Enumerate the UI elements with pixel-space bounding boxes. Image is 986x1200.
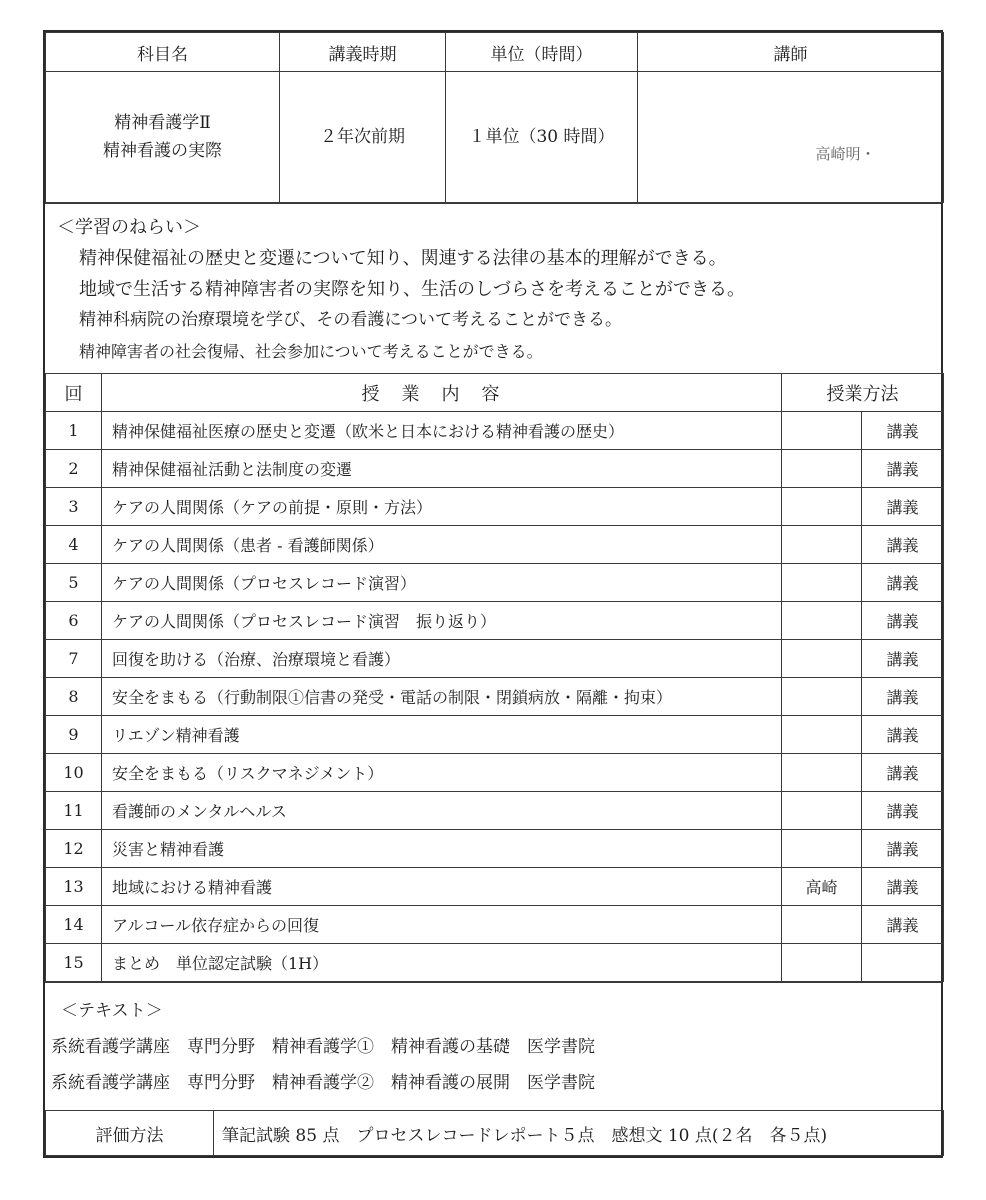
session-method: 講義 xyxy=(862,754,944,792)
textbook-item: 系統看護学講座 専門分野 精神看護学① 精神看護の基礎 医学書院 xyxy=(51,1037,595,1057)
evaluation-value: 筆記試験 85 点 プロセスレコードレポート５点 感想文 10 点(２名 各５点) xyxy=(214,1111,944,1156)
content-header: 授業内容 xyxy=(102,374,782,412)
session-method xyxy=(862,944,944,982)
subject-name-line2: 精神看護の実際 xyxy=(103,141,222,161)
session-method: 講義 xyxy=(862,678,944,716)
session-number: 8 xyxy=(46,678,102,716)
session-number: 2 xyxy=(46,450,102,488)
period-header: 講義時期 xyxy=(280,33,446,72)
session-teacher xyxy=(782,526,862,564)
schedule-header-row xyxy=(46,374,944,412)
session-teacher xyxy=(782,602,862,640)
learning-aims-title: ＜学習のねらい＞ xyxy=(57,217,201,238)
session-content: まとめ 単位認定試験（1H） xyxy=(102,944,782,982)
session-teacher xyxy=(782,564,862,602)
schedule-row xyxy=(46,906,944,944)
session-teacher xyxy=(782,754,862,792)
textbook-item: 系統看護学講座 専門分野 精神看護学② 精神看護の展開 医学書院 xyxy=(51,1073,595,1093)
session-method: 講義 xyxy=(862,868,944,906)
session-number: 9 xyxy=(46,716,102,754)
schedule-rows xyxy=(46,412,944,982)
session-method: 講義 xyxy=(862,488,944,526)
session-number: 10 xyxy=(46,754,102,792)
textbook-section xyxy=(45,982,941,1110)
session-content: アルコール依存症からの回復 xyxy=(102,906,782,944)
course-info-row xyxy=(46,72,944,203)
evaluation-label: 評価方法 xyxy=(46,1111,214,1156)
method-header: 授業方法 xyxy=(782,374,944,412)
schedule-row xyxy=(46,640,944,678)
credit-cell: １単位（30 時間） xyxy=(446,72,638,203)
session-teacher xyxy=(782,678,862,716)
schedule-row xyxy=(46,488,944,526)
learning-aim-item: 精神障害者の社会復帰、社会参加について考えることができる。 xyxy=(79,342,543,361)
session-teacher xyxy=(782,830,862,868)
learning-aim-item: 地域で生活する精神障害者の実際を知り、生活のしづらさを考えることができる。 xyxy=(79,279,745,300)
session-content: ケアの人間関係（プロセスレコード演習） xyxy=(102,564,782,602)
evaluation-table xyxy=(45,1110,944,1156)
textbook-title: ＜テキスト＞ xyxy=(61,1001,163,1021)
evaluation-row xyxy=(46,1111,944,1156)
session-teacher xyxy=(782,716,862,754)
schedule-row xyxy=(46,868,944,906)
lecturer-cell: 高崎明・ xyxy=(638,72,944,203)
session-content: ケアの人間関係（プロセスレコード演習 振り返り） xyxy=(102,602,782,640)
session-content: 精神保健福祉医療の歴史と変遷（欧米と日本における精神看護の歴史） xyxy=(102,412,782,450)
schedule-row xyxy=(46,526,944,564)
schedule-row xyxy=(46,830,944,868)
schedule-row xyxy=(46,944,944,982)
session-number: 3 xyxy=(46,488,102,526)
session-number: 13 xyxy=(46,868,102,906)
session-method: 講義 xyxy=(862,450,944,488)
session-content: 看護師のメンタルヘルス xyxy=(102,792,782,830)
session-content: 安全をまもる（リスクマネジメント） xyxy=(102,754,782,792)
schedule-row xyxy=(46,716,944,754)
session-content: ケアの人間関係（患者 - 看護師関係） xyxy=(102,526,782,564)
session-content: 地域における精神看護 xyxy=(102,868,782,906)
session-content: 安全をまもる（行動制限①信書の発受・電話の制限・閉鎖病放・隔離・拘束） xyxy=(102,678,782,716)
session-teacher xyxy=(782,944,862,982)
session-content: ケアの人間関係（ケアの前提・原則・方法） xyxy=(102,488,782,526)
session-number: 14 xyxy=(46,906,102,944)
syllabus-sheet xyxy=(43,30,943,1158)
learning-aim-item: 精神保健福祉の歴史と変遷について知り、関連する法律の基本的理解ができる。 xyxy=(79,248,727,269)
session-number: 1 xyxy=(46,412,102,450)
session-method: 講義 xyxy=(862,564,944,602)
session-method: 講義 xyxy=(862,412,944,450)
lecturer-header: 講師 xyxy=(638,33,944,72)
period-cell: ２年次前期 xyxy=(280,72,446,203)
session-number-header: 回 xyxy=(46,374,102,412)
session-teacher xyxy=(782,488,862,526)
session-number: 7 xyxy=(46,640,102,678)
session-content: 回復を助ける（治療、治療環境と看護） xyxy=(102,640,782,678)
subject-cell xyxy=(46,72,280,203)
session-content: 精神保健福祉活動と法制度の変遷 xyxy=(102,450,782,488)
session-number: 5 xyxy=(46,564,102,602)
schedule-row xyxy=(46,754,944,792)
schedule-row xyxy=(46,412,944,450)
session-number: 12 xyxy=(46,830,102,868)
session-content: 災害と精神看護 xyxy=(102,830,782,868)
session-number: 11 xyxy=(46,792,102,830)
session-method: 講義 xyxy=(862,906,944,944)
credit-header: 単位（時間） xyxy=(446,33,638,72)
schedule-row xyxy=(46,564,944,602)
schedule-row xyxy=(46,792,944,830)
learning-aims-section xyxy=(45,203,941,373)
schedule-row xyxy=(46,678,944,716)
learning-aim-item: 精神科病院の治療環境を学び、その看護について考えることができる。 xyxy=(79,310,622,330)
session-method: 講義 xyxy=(862,602,944,640)
course-info-header-row xyxy=(46,33,944,72)
schedule-row xyxy=(46,602,944,640)
subject-name-line1: 精神看護学Ⅱ xyxy=(114,113,211,133)
subject-header: 科目名 xyxy=(46,33,280,72)
session-method: 講義 xyxy=(862,640,944,678)
session-teacher xyxy=(782,906,862,944)
session-method: 講義 xyxy=(862,716,944,754)
session-method: 講義 xyxy=(862,792,944,830)
session-teacher: 高崎 xyxy=(782,868,862,906)
session-number: 4 xyxy=(46,526,102,564)
session-method: 講義 xyxy=(862,830,944,868)
schedule-table xyxy=(45,373,944,982)
session-teacher xyxy=(782,412,862,450)
session-content: リエゾン精神看護 xyxy=(102,716,782,754)
session-teacher xyxy=(782,640,862,678)
course-info-table xyxy=(45,32,944,203)
session-number: 15 xyxy=(46,944,102,982)
session-teacher xyxy=(782,450,862,488)
session-number: 6 xyxy=(46,602,102,640)
session-teacher xyxy=(782,792,862,830)
schedule-row xyxy=(46,450,944,488)
session-method: 講義 xyxy=(862,526,944,564)
